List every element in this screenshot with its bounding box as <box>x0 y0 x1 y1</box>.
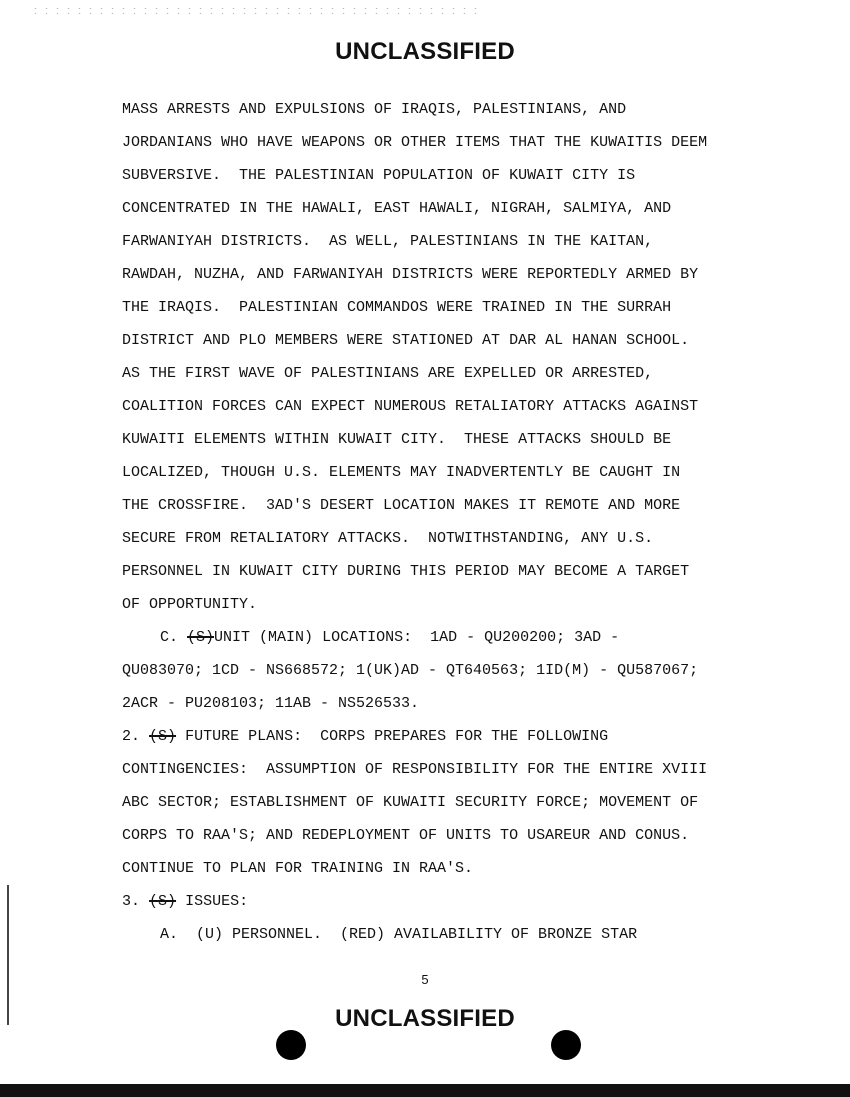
paragraph-2-line: ABC SECTOR; ESTABLISHMENT OF KUWAITI SECURITY FORCE; MOVEMENT OF <box>122 794 699 811</box>
punch-hole-right <box>551 1030 581 1060</box>
body-line: SECURE FROM RETALIATORY ATTACKS. NOTWITHSTANDING, ANY U.S. <box>122 530 654 547</box>
struck-classification: (S) <box>149 728 177 745</box>
body-line: DISTRICT AND PLO MEMBERS WERE STATIONED AT DAR AL HANAN SCHOOL. <box>122 332 690 349</box>
paragraph-2-line: CORPS TO RAA'S; AND REDEPLOYMENT OF UNITS TO USAREUR AND CONUS. <box>122 827 690 844</box>
paragraph-label: 2. <box>122 728 141 745</box>
paragraph-2-line: CONTINUE TO PLAN FOR TRAINING IN RAA'S. <box>122 860 474 877</box>
classification-marking-top: UNCLASSIFIED <box>335 38 515 65</box>
body-line: THE IRAQIS. PALESTINIAN COMMANDOS WERE TRAINED IN THE SURRAH <box>122 299 672 316</box>
body-line: RAWDAH, NUZHA, AND FARWANIYAH DISTRICTS WERE REPORTEDLY ARMED BY <box>122 266 699 283</box>
paragraph-a-line: A. (U) PERSONNEL. (RED) AVAILABILITY OF BRONZE STAR <box>160 926 638 943</box>
body-line: OF OPPORTUNITY. <box>122 596 258 613</box>
classification-marking-bottom: UNCLASSIFIED <box>335 1005 515 1032</box>
paragraph-2-line <box>122 728 608 746</box>
body-line: MASS ARRESTS AND EXPULSIONS OF IRAQIS, PALESTINIANS, AND <box>122 101 627 118</box>
body-line: LOCALIZED, THOUGH U.S. ELEMENTS MAY INADVERTENTLY BE CAUGHT IN <box>122 464 681 481</box>
paragraph-c-line: QU083070; 1CD - NS668572; 1(UK)AD - QT640563; 1ID(M) - QU587067; <box>122 662 699 679</box>
body-line: COALITION FORCES CAN EXPECT NUMEROUS RETALIATORY ATTACKS AGAINST <box>122 398 699 415</box>
paragraph-c-line: 2ACR - PU208103; 11AB - NS526533. <box>122 695 420 712</box>
scan-noise <box>30 6 480 14</box>
body-line: PERSONNEL IN KUWAIT CITY DURING THIS PERIOD MAY BECOME A TARGET <box>122 563 690 580</box>
page-number: 5 <box>421 972 429 987</box>
struck-classification: (S) <box>149 893 177 910</box>
paragraph-3-line <box>122 893 248 911</box>
body-line: SUBVERSIVE. THE PALESTINIAN POPULATION OF KUWAIT CITY IS <box>122 167 636 184</box>
scan-margin-line <box>7 885 9 1025</box>
scan-edge-bar <box>0 1084 850 1097</box>
body-line: THE CROSSFIRE. 3AD'S DESERT LOCATION MAKES IT REMOTE AND MORE <box>122 497 681 514</box>
paragraph-c-line <box>160 629 619 647</box>
body-line: KUWAITI ELEMENTS WITHIN KUWAIT CITY. THESE ATTACKS SHOULD BE <box>122 431 672 448</box>
paragraph-text: ISSUES: <box>185 893 249 910</box>
body-line: CONCENTRATED IN THE HAWALI, EAST HAWALI, NIGRAH, SALMIYA, AND <box>122 200 672 217</box>
struck-classification: (S) <box>187 629 215 646</box>
body-line: JORDANIANS WHO HAVE WEAPONS OR OTHER ITEMS THAT THE KUWAITIS DEEM <box>122 134 708 151</box>
body-line: AS THE FIRST WAVE OF PALESTINIANS ARE EXPELLED OR ARRESTED, <box>122 365 654 382</box>
paragraph-text: UNIT (MAIN) LOCATIONS: 1AD - QU200200; 3AD - <box>214 629 620 646</box>
paragraph-label: C. <box>160 629 179 646</box>
paragraph-2-line: CONTINGENCIES: ASSUMPTION OF RESPONSIBILITY FOR THE ENTIRE XVIII <box>122 761 708 778</box>
paragraph-text: FUTURE PLANS: CORPS PREPARES FOR THE FOLLOWING <box>185 728 609 745</box>
paragraph-label: 3. <box>122 893 141 910</box>
punch-hole-left <box>276 1030 306 1060</box>
body-line: FARWANIYAH DISTRICTS. AS WELL, PALESTINIANS IN THE KAITAN, <box>122 233 654 250</box>
